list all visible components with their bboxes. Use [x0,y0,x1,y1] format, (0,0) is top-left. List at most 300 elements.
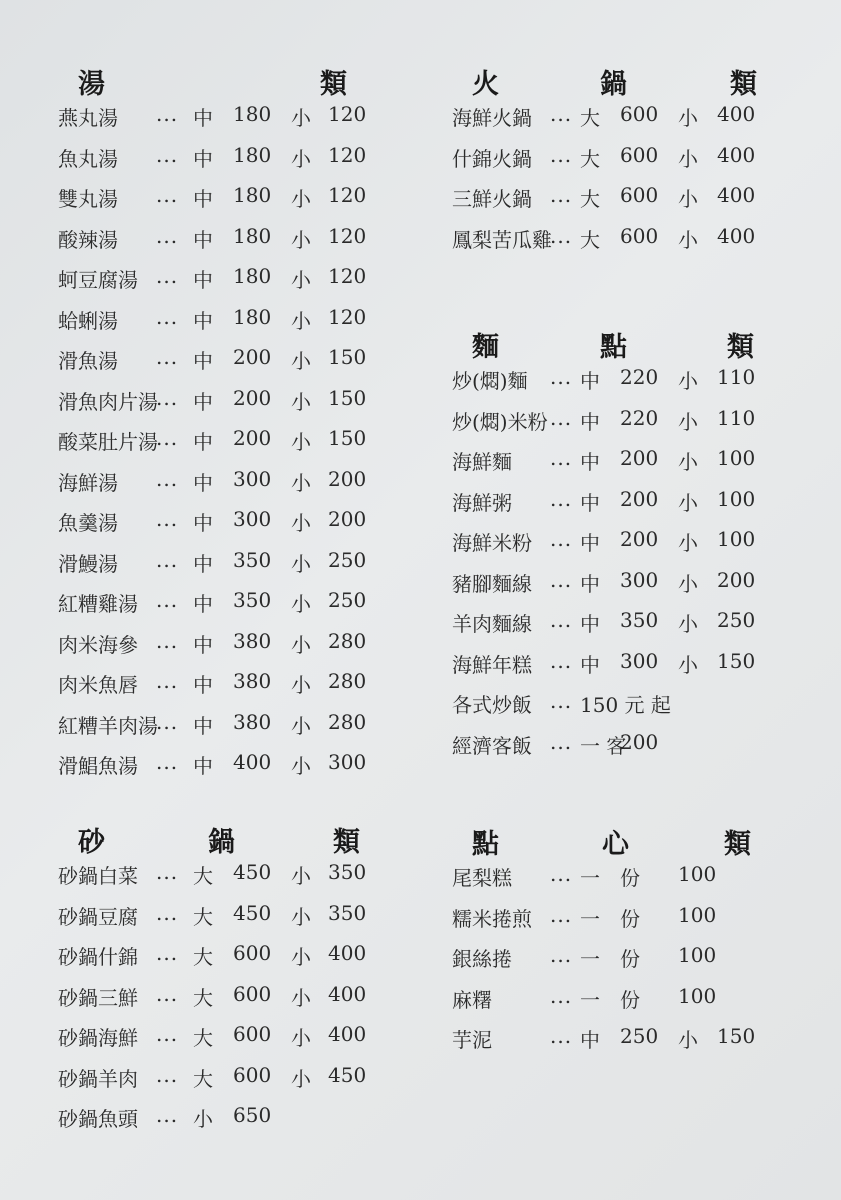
item-name: 滑魚肉片湯 [58,389,158,414]
item-name: 滑鯧魚湯 [58,754,138,778]
item-price1: 200 [233,385,272,410]
item-size2: 小 [291,592,311,616]
item-price1: 380 [233,628,272,653]
menu-item [58,426,378,467]
item-dots: ... [550,405,573,430]
item-name: 海鮮麵 [452,450,512,474]
item-price1: 600 [233,1022,272,1046]
item-price1: 300 [620,648,659,673]
menu-item [58,901,378,942]
item-size1: 中 [193,673,213,697]
item-dots: ... [550,689,573,713]
item-size2: 小 [291,713,311,738]
section-claypot [58,820,378,1144]
item-size1: 中 [193,551,213,576]
menu-item [452,649,772,690]
menu-item [58,860,378,901]
item-size1: 中 [580,369,600,393]
item-dots: ... [156,628,179,653]
item-name: 糯米捲煎 [452,906,532,931]
menu-item [58,507,378,548]
item-price2: 120 [328,183,367,207]
item-size2: 小 [291,904,311,929]
item-name: 各式炒飯 [452,693,532,717]
menu-item [58,1103,378,1144]
item-name: 紅糟雞湯 [58,592,138,616]
item-size2: 小 [678,490,698,515]
item-name: 肉米海參 [58,632,138,657]
menu-list [58,102,378,791]
item-name: 魚丸湯 [58,146,118,171]
item-price2: 400 [328,941,367,965]
item-price2: 150 [717,648,756,673]
item-name: 紅糟羊肉湯 [58,713,158,738]
item-name: 海鮮火鍋 [452,106,532,130]
item-size1: 大 [193,904,213,929]
item-price1: 250 [620,1024,659,1048]
item-size2: 小 [678,409,698,434]
item-price1: 份 [620,866,640,890]
item-price2: 120 [328,304,367,329]
menu-item [452,903,772,944]
item-name: 豬腳麵線 [452,571,532,596]
menu-item [58,386,378,427]
menu-item [58,1022,378,1063]
menu-item [58,548,378,589]
menu-item [58,345,378,386]
item-dots: ... [550,648,573,673]
menu-item [452,984,772,1025]
item-size1: 一 [580,906,600,931]
item-size1: 中 [580,409,600,434]
item-price2: 250 [328,588,367,612]
item-name: 砂鍋羊肉 [58,1066,138,1091]
item-size1: 大 [193,945,213,969]
section-heading: 點 心 類 [472,829,751,860]
item-price1: 600 [620,102,659,126]
item-size1: 中 [193,754,213,778]
item-dots: ... [550,142,573,167]
item-dots: ... [156,588,179,612]
item-size2: 小 [678,146,698,171]
item-name: 滑鰻湯 [58,551,118,576]
item-dots: ... [156,142,179,167]
item-size2: 小 [291,551,311,576]
item-name: 肉米魚唇 [58,673,138,697]
section-soup [58,62,378,791]
menu-item [452,446,772,487]
item-size1: 中 [193,713,213,738]
item-price1: 600 [233,1062,272,1087]
item-name: 芋泥 [452,1028,492,1052]
item-dots: ... [156,709,179,734]
menu-item [58,224,378,265]
item-price2: 100 [717,527,756,551]
item-size1: 150 元 起 [580,693,671,717]
item-name: 雙丸湯 [58,187,118,211]
section-noodles [452,325,772,770]
menu-item [58,102,378,143]
item-price1: 300 [620,567,659,592]
item-price1: 180 [233,304,272,329]
item-price2: 400 [717,102,756,126]
item-dots: ... [156,900,179,925]
item-size1: 一 [580,987,600,1012]
item-size1: 中 [193,146,213,171]
item-price2: 150 [328,385,367,410]
item-price2: 150 [717,1024,756,1048]
item-size1: 中 [193,632,213,657]
item-name: 砂鍋豆腐 [58,904,138,929]
item-size2: 小 [291,470,311,495]
menu-item [452,730,772,771]
item-size2: 小 [291,511,311,535]
item-price2: 200 [328,466,367,491]
item-price1: 400 [233,750,272,774]
item-price2: 200 [717,567,756,592]
menu-item [452,608,772,649]
menu-list [452,365,772,770]
item-size2: 小 [678,106,698,130]
item-size2: 小 [291,268,311,292]
menu-item [58,467,378,508]
item-dots: ... [156,466,179,491]
item-price1: 650 [233,1103,272,1127]
item-price2: 400 [328,981,367,1006]
item-size1: 中 [193,349,213,373]
item-dots: ... [156,183,179,207]
item-size2: 小 [291,864,311,888]
item-size2: 小 [678,571,698,596]
section-hotpot [452,62,772,264]
item-name: 蚵豆腐湯 [58,268,138,292]
item-price1: 600 [233,941,272,965]
item-size2: 小 [291,430,311,454]
item-name: 三鮮火鍋 [452,187,532,211]
item-size2: 小 [291,146,311,171]
item-name: 什錦火鍋 [452,146,532,171]
item-size1: 中 [580,490,600,515]
item-price2: 250 [328,547,367,572]
item-price1: 份 [620,987,640,1012]
item-size2: 小 [678,612,698,636]
menu-item [58,669,378,710]
item-size2: 小 [678,369,698,393]
item-name: 酸辣湯 [58,227,118,252]
item-size2: 小 [291,227,311,252]
item-price1: 200 [620,527,659,551]
item-size1: 大 [193,864,213,888]
item-dots: ... [156,860,179,884]
item-price1: 300 [233,466,272,491]
item-price1: 份 [620,947,640,971]
item-price1: 350 [620,608,659,632]
item-name: 砂鍋海鮮 [58,1026,138,1050]
item-name: 羊肉麵線 [452,612,532,636]
item-dots: ... [550,102,573,126]
item-name: 酸菜肚片湯 [58,430,158,454]
menu-list [452,862,772,1065]
item-dots: ... [156,264,179,288]
item-size1: 中 [193,592,213,616]
item-size2: 小 [291,106,311,130]
item-name: 銀絲捲 [452,947,512,971]
item-price2: 120 [328,102,367,126]
item-name: 海鮮年糕 [452,652,532,677]
item-price2: 100 [717,446,756,470]
item-dots: ... [550,486,573,511]
item-price1: 450 [233,900,272,925]
item-size1: 中 [193,430,213,454]
item-price2: 250 [717,608,756,632]
item-name: 魚羹湯 [58,511,118,535]
section-heading: 麵 點 類 [472,332,754,363]
item-name: 海鮮湯 [58,470,118,495]
item-size1: 中 [193,187,213,211]
item-size2: 100 [678,902,717,927]
menu-item [452,689,772,730]
item-name: 鳳梨苦瓜雞 [452,227,552,252]
item-price2: 150 [328,345,367,369]
menu-item [452,365,772,406]
item-size1: 中 [580,571,600,596]
menu-item [452,527,772,568]
item-size2: 小 [291,349,311,373]
item-size2: 100 [678,862,717,886]
item-size1: 中 [193,389,213,414]
item-dots: ... [156,102,179,126]
item-dots: ... [156,345,179,369]
menu-item [58,710,378,751]
section-desserts [452,822,772,1065]
item-dots: ... [156,1103,179,1127]
item-size2: 小 [291,754,311,778]
item-size1: 大 [580,187,600,211]
item-dots: ... [550,862,573,886]
item-dots: ... [550,729,573,754]
item-price1: 200 [233,426,272,450]
item-price2: 400 [717,223,756,248]
item-price2: 110 [717,405,756,430]
item-dots: ... [156,385,179,410]
item-size1: 中 [580,531,600,555]
item-dots: ... [156,547,179,572]
item-price1: 份 [620,906,640,931]
item-name: 砂鍋魚頭 [58,1107,138,1131]
item-dots: ... [156,1062,179,1087]
item-price2: 280 [328,628,367,653]
item-price2: 400 [328,1022,367,1046]
menu-item [58,941,378,982]
item-name: 燕丸湯 [58,106,118,130]
item-price1: 380 [233,709,272,734]
item-dots: ... [550,365,573,389]
item-size2: 小 [291,187,311,211]
item-name: 海鮮米粉 [452,531,532,555]
item-price1: 220 [620,365,659,389]
item-price1: 200 [620,486,659,511]
item-size2: 小 [678,227,698,252]
item-dots: ... [156,223,179,248]
item-dots: ... [550,608,573,632]
item-size2: 小 [291,985,311,1010]
item-size1: 大 [193,1026,213,1050]
item-dots: ... [550,943,573,967]
item-name: 蛤蜊湯 [58,308,118,333]
item-price1: 180 [233,102,272,126]
item-price1: 180 [233,183,272,207]
item-size2: 小 [291,673,311,697]
section-heading: 火 鍋 類 [472,69,757,100]
item-size1: 大 [580,106,600,130]
item-dots: ... [550,983,573,1008]
menu-item [58,588,378,629]
item-dots: ... [156,750,179,774]
menu-item [452,568,772,609]
item-price1: 450 [233,860,272,884]
item-dots: ... [156,1022,179,1046]
item-size1: 大 [193,985,213,1010]
menu-item [452,862,772,903]
item-size1: 中 [193,268,213,292]
item-dots: ... [550,183,573,207]
menu-item [58,982,378,1023]
item-size1: 中 [193,511,213,535]
item-size2: 小 [291,632,311,657]
item-dots: ... [550,446,573,470]
item-price1: 180 [233,223,272,248]
item-price1: 600 [620,223,659,248]
item-size2: 小 [291,945,311,969]
item-name: 砂鍋三鮮 [58,985,138,1010]
item-price2: 110 [717,365,756,389]
item-dots: ... [550,567,573,592]
item-size1: 中 [193,227,213,252]
item-price2: 120 [328,142,367,167]
item-size1: 中 [580,1028,600,1052]
menu-item [452,487,772,528]
item-dots: ... [550,1024,573,1048]
item-name: 砂鍋什錦 [58,945,138,969]
menu-item [58,183,378,224]
item-size2: 小 [678,450,698,474]
item-size1: 大 [580,146,600,171]
item-size2: 小 [291,389,311,414]
item-price2: 350 [328,860,367,884]
menu-item [452,183,772,224]
item-size2: 小 [291,308,311,333]
item-price2: 120 [328,264,367,288]
item-price1: 180 [233,142,272,167]
section-heading: 砂 鍋 類 [78,827,360,858]
item-size1: 小 [193,1107,213,1131]
item-dots: ... [156,941,179,965]
item-size2: 小 [678,531,698,555]
item-price2: 400 [717,142,756,167]
item-size2: 100 [678,943,717,967]
menu-item [452,224,772,265]
item-name: 炒(燜)麵 [452,369,528,393]
item-dots: ... [156,669,179,693]
item-size2: 小 [678,187,698,211]
menu-item [452,1024,772,1065]
menu-item [58,629,378,670]
item-price2: 400 [717,183,756,207]
menu-item [452,102,772,143]
item-price1: 200 [233,345,272,369]
menu-list [58,860,378,1144]
menu-item [58,143,378,184]
item-size1: 大 [193,1066,213,1091]
menu-item [452,143,772,184]
menu-item [58,305,378,346]
item-name: 經濟客飯 [452,733,532,758]
item-price1: 600 [233,981,272,1006]
item-dots: ... [156,507,179,531]
item-name: 砂鍋白菜 [58,864,138,888]
item-price2: 100 [717,486,756,511]
item-price2: 350 [328,900,367,925]
item-dots: ... [550,223,573,248]
item-price2: 300 [328,750,367,774]
item-size1: 一 客 [580,733,627,758]
item-size1: 中 [580,612,600,636]
item-price1: 380 [233,669,272,693]
menu-item [452,406,772,447]
item-size1: 中 [580,450,600,474]
item-size2: 小 [678,1028,698,1052]
item-size1: 中 [193,106,213,130]
item-size1: 中 [193,470,213,495]
item-price1: 220 [620,405,659,430]
item-price2: 280 [328,669,367,693]
item-price1: 200 [620,729,659,754]
item-dots: ... [550,902,573,927]
section-heading: 湯 類 [78,69,347,100]
item-dots: ... [156,426,179,450]
item-price1: 300 [233,507,272,531]
item-size2: 小 [291,1026,311,1050]
item-price1: 200 [620,446,659,470]
item-name: 海鮮粥 [452,490,512,515]
menu-list [452,102,772,264]
item-price1: 180 [233,264,272,288]
item-dots: ... [156,981,179,1006]
menu-item [58,264,378,305]
item-size1: 大 [580,227,600,252]
item-size2: 小 [678,652,698,677]
menu-item [58,750,378,791]
item-size1: 一 [580,866,600,890]
item-price1: 600 [620,183,659,207]
item-price1: 350 [233,588,272,612]
item-price2: 450 [328,1062,367,1087]
item-size1: 中 [580,652,600,677]
menu-item [58,1063,378,1104]
item-name: 尾梨糕 [452,866,512,890]
item-price2: 280 [328,709,367,734]
item-name: 麻糬 [452,987,492,1012]
item-name: 滑魚湯 [58,349,118,373]
item-size2: 100 [678,983,717,1008]
item-price2: 200 [328,507,367,531]
item-dots: ... [156,304,179,329]
item-name: 炒(燜)米粉 [452,409,548,434]
item-size2: 小 [291,1066,311,1091]
item-price2: 150 [328,426,367,450]
item-price2: 120 [328,223,367,248]
item-size1: 中 [193,308,213,333]
